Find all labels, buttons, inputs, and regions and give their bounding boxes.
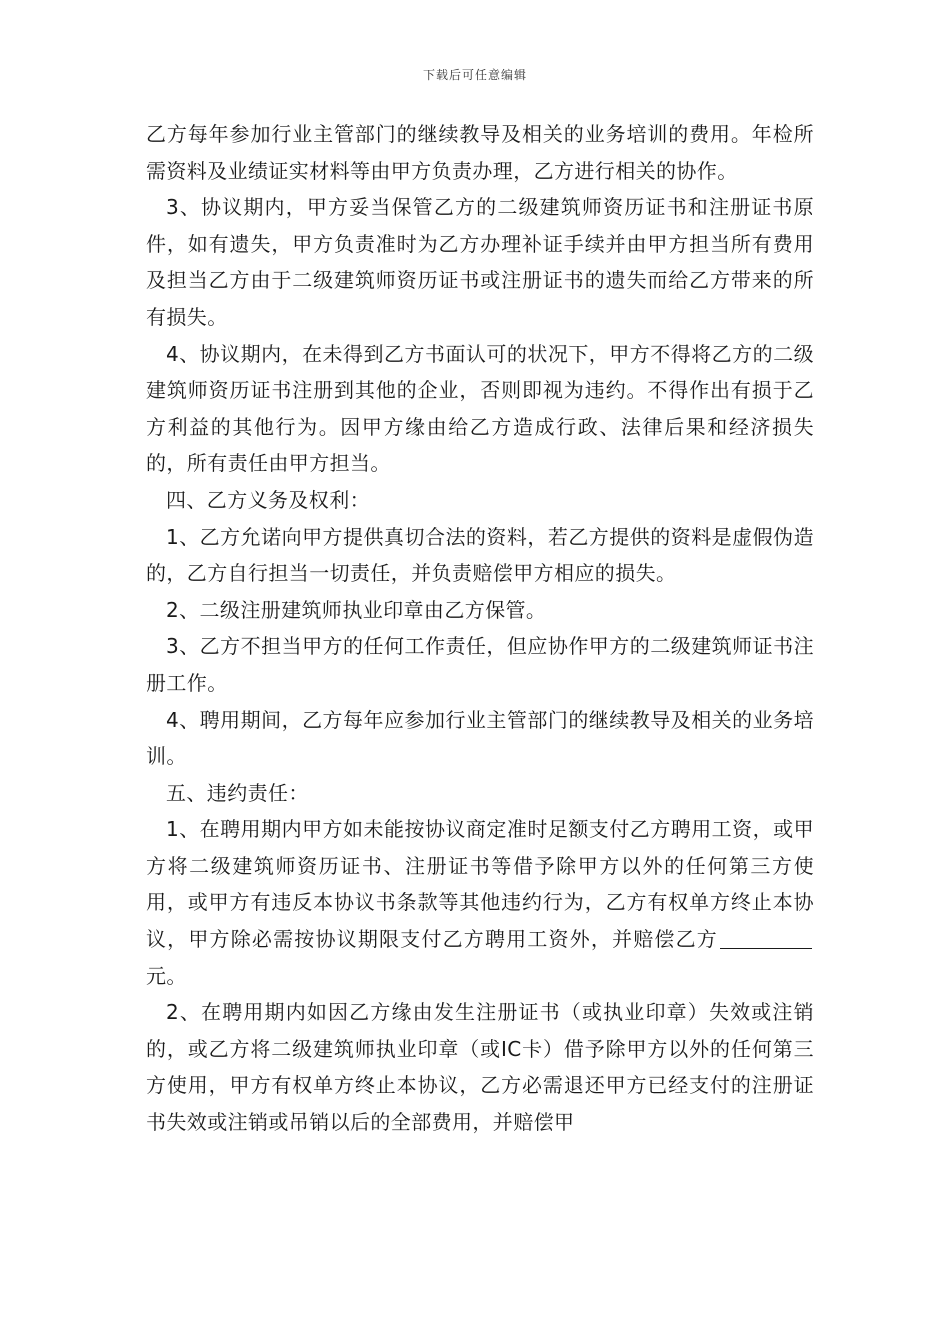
page-header-note: 下载后可任意编辑 (422, 68, 527, 82)
amount-blank-line (720, 928, 812, 949)
paragraph-party-b-clause-2: 2、二级注册建筑师执业印章由乙方保管。 (166, 597, 547, 622)
breach-clause-1-text: 1、在聘用期内甲方如未能按协议商定准时足额支付乙方聘用工资，或甲方将二级建筑师资历证书、注册证书等借予除甲方以外的任何第三方使用，或甲方有违反本协议书条款等其他违约行为，乙方有权单方终止本协议，甲方除必需按协议期限支付乙方聘用工资外，并赔偿乙方 (146, 817, 814, 952)
paragraph-party-b-clause-1: 1、乙方允诺向甲方提供真切合法的资料，若乙方提供的资料是虚假伪造的，乙方自行担当一切责任，并负责赔偿甲方相应的损失。 (146, 524, 814, 586)
paragraph-party-b-clause-4: 4、聘用期间，乙方每年应参加行业主管部门的继续教导及相关的业务培训。 (146, 707, 814, 769)
paragraph-fee-continuation: 乙方每年参加行业主管部门的继续教导及相关的业务培训的费用。年检所需资料及业绩证实材料等由甲方负责办理，乙方进行相关的协作。 (146, 122, 814, 183)
section-heading-4: 四、乙方义务及权利： (166, 487, 370, 512)
paragraph-clause-4-registration: 4、协议期内，在未得到乙方书面认可的状况下，甲方不得将乙方的二级建筑师资历证书注册到其他的企业，否则即视为违约。不得作出有损于乙方利益的其他行为。因甲方缘由给乙方造成行政、法律后果和经济损失的，所有责任由甲方担当。 (146, 341, 814, 476)
breach-clause-1-tail: 元。 (146, 963, 187, 988)
paragraph-breach-clause-2: 2、在聘用期内如因乙方缘由发生注册证书（或执业印章）失效或注销的，或乙方将二级建筑师执业印章（或IC卡）借予除甲方以外的任何第三方使用，甲方有权单方终止本协议，乙方必需退还甲方已经支付的注册证书失效或注销或吊销以后的全部费用，并赔偿甲 (146, 1000, 814, 1135)
paragraph-breach-clause-1 (146, 811, 814, 994)
paragraph-party-b-clause-3: 3、乙方不担当甲方的任何工作责任，但应协作甲方的二级建筑师证书注册工作。 (146, 634, 814, 695)
document-body (146, 116, 814, 1141)
paragraph-clause-3-custody: 3、协议期内，甲方妥当保管乙方的二级建筑师资历证书和注册证书原件，如有遗失，甲方负责准时为乙方办理补证手续并由甲方担当所有费用及担当乙方由于二级建筑师资历证书或注册证书的遗失而给乙方带来的所有损失。 (146, 195, 814, 329)
section-heading-5: 五、违约责任： (166, 780, 309, 805)
